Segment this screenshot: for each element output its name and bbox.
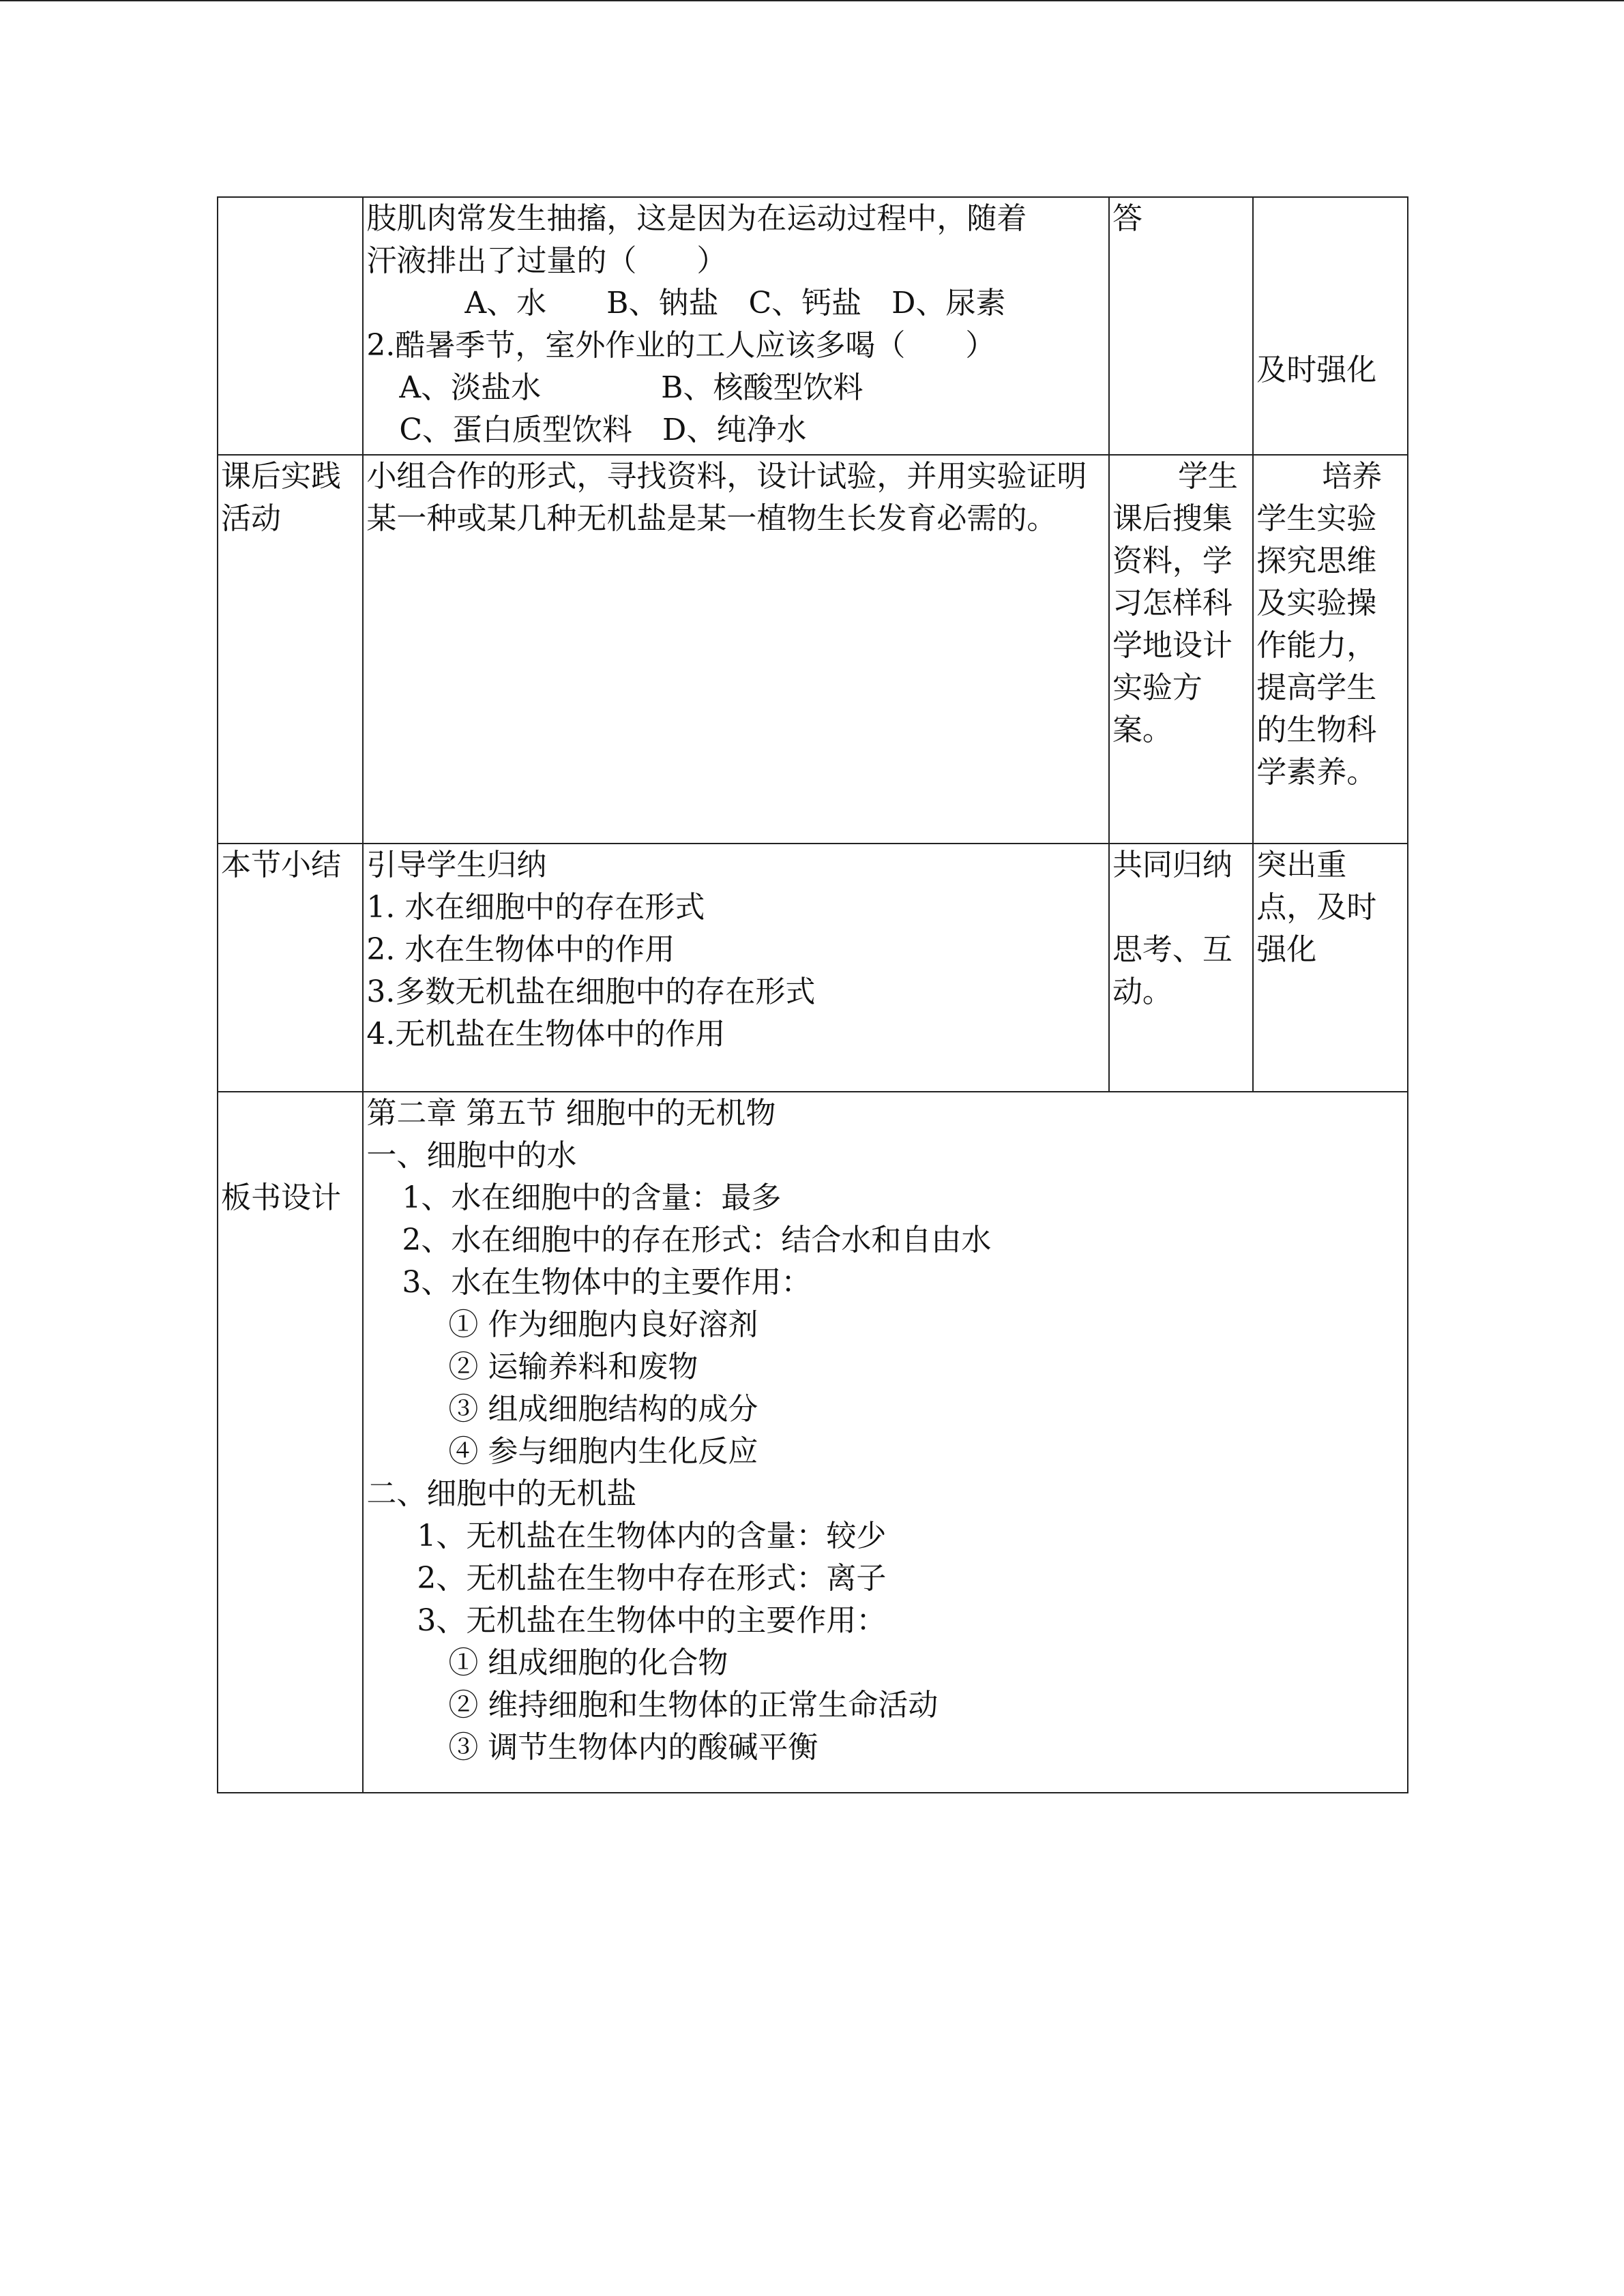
- summary-line: 1. 水在细胞中的存在形式: [366, 890, 705, 925]
- question-options-line: A、淡盐水 B、核酸型饮料: [399, 370, 863, 405]
- student-activity-line: 思考、互动。: [1112, 932, 1232, 1009]
- blackboard-item: 2、水在细胞中的存在形式：结合水和自由水: [402, 1223, 992, 1257]
- blackboard-subitem: ③ 调节生物体内的酸碱平衡: [448, 1730, 818, 1765]
- blackboard-subitem: ④ 参与细胞内生化反应: [448, 1434, 758, 1469]
- blackboard-subitem: ③ 组成细胞结构的成分: [448, 1392, 758, 1427]
- blackboard-subitem: ② 维持细胞和生物体的正常生命活动: [448, 1688, 939, 1723]
- design-intent-text: 及时强化: [1256, 353, 1377, 387]
- summary-line: 3.多数无机盐在细胞中的存在形式: [366, 974, 816, 1009]
- row-label-summary: 本节小结: [218, 844, 363, 1092]
- blackboard-subitem: ① 作为细胞内良好溶剂: [448, 1307, 758, 1342]
- table-row-blackboard: [218, 1092, 1408, 1793]
- blackboard-subitem: ② 运输养料和废物: [448, 1350, 698, 1384]
- summary-line: 2. 水在生物体中的作用: [366, 932, 675, 967]
- blackboard-item: 3、水在生物体中的主要作用：: [402, 1265, 812, 1300]
- page-top-border: [0, 0, 1624, 1]
- table-row-summary: [218, 844, 1408, 1092]
- student-activity-cell: 答: [1109, 197, 1253, 455]
- blackboard-content-cell: [363, 1092, 1408, 1793]
- student-activity-cell: [1109, 844, 1253, 1092]
- summary-line: 4.无机盐在生物体中的作用: [366, 1017, 726, 1052]
- row-label-after-class: 课后实践活动: [218, 455, 363, 844]
- blackboard-section-title: 二、细胞中的无机盐: [366, 1476, 637, 1511]
- question-text-line: 肢肌肉常发生抽搐，这是因为在运动过程中，随着: [366, 201, 1027, 236]
- lesson-plan-table: [217, 196, 1408, 1793]
- summary-line: 引导学生归纳: [366, 848, 547, 882]
- blackboard-heading: 第二章 第五节 细胞中的无机物: [366, 1096, 776, 1131]
- blackboard-item: 2、无机盐在生物中存在形式：离子: [417, 1561, 887, 1596]
- after-class-content-cell: 小组合作的形式，寻找资料，设计试验，并用实验证明某一种或某几种无机盐是某一植物生长发育必需的。: [363, 455, 1109, 844]
- practice-questions-cell: [363, 197, 1109, 455]
- blackboard-label-text: 板书设计: [221, 1180, 341, 1215]
- question-options-line: C、蛋白质型饮料 D、纯净水: [399, 413, 807, 447]
- blackboard-subitem: ① 组成细胞的化合物: [448, 1645, 728, 1680]
- design-intent-cell: [1253, 197, 1408, 455]
- row-label-blackboard: [218, 1092, 363, 1793]
- table-row-practice: [218, 197, 1408, 455]
- blackboard-section-title: 一、细胞中的水: [366, 1138, 577, 1173]
- design-intent-cell: 突出重点，及时强化: [1253, 844, 1408, 1092]
- question-text-line: 汗液排出了过量的（ ）: [366, 243, 727, 278]
- blackboard-item: 1、无机盐在生物体内的含量：较少: [417, 1519, 887, 1553]
- summary-content-cell: [363, 844, 1109, 1092]
- question-text-line: 2.酷暑季节，室外作业的工人应该多喝（ ）: [366, 328, 996, 363]
- design-intent-cell: 培养学生实验探究思维及实验操作能力，提高学生的生物科学素养。: [1253, 455, 1408, 844]
- blackboard-item: 3、无机盐在生物体中的主要作用：: [417, 1603, 887, 1638]
- question-options-line: A、水 B、钠盐 C、钙盐 D、尿素: [464, 286, 1006, 320]
- blackboard-item: 1、水在细胞中的含量：最多: [402, 1180, 782, 1215]
- student-activity-cell: 学生课后搜集资料，学习怎样科学地设计实验方案。: [1109, 455, 1253, 844]
- table-row-after-class: [218, 455, 1408, 844]
- row-label-empty: [218, 197, 363, 455]
- student-activity-line: 共同归纳: [1112, 848, 1232, 882]
